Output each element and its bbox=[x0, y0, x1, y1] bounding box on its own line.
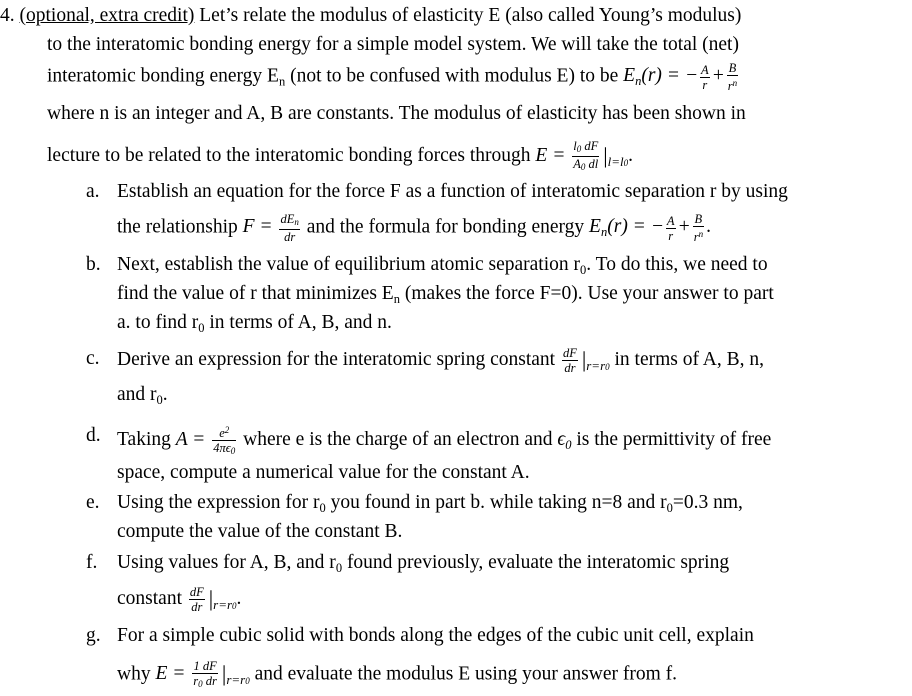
intro-text-2: to the interatomic bonding energy for a simple model system. We will take the total (net) bbox=[47, 34, 739, 55]
energy-equation-2: $E_n(r)$ = − $\frac{A}{r}$ + $\frac{B}{r^n}$ . bbox=[589, 212, 711, 244]
problem-line-3 bbox=[47, 62, 740, 93]
part-f-line-1 bbox=[117, 551, 729, 580]
part-b-sub-n: n bbox=[393, 292, 400, 306]
part-a-label: a. bbox=[86, 181, 100, 202]
part-e-text-2: compute the value of the constant B. bbox=[117, 521, 403, 542]
part-b-text-2a: find the value of r that minimizes E bbox=[117, 283, 394, 304]
part-b-text-1: Next, establish the value of equilibrium atomic separation r bbox=[117, 254, 580, 275]
part-e-label: e. bbox=[86, 492, 100, 513]
part-e-text-1a: Using the expression for r bbox=[117, 492, 320, 513]
part-b-sub-0: 0 bbox=[580, 263, 587, 277]
part-f-text-1: Using values for A, B, and r bbox=[117, 552, 336, 573]
part-d-text-2: space, compute a numerical value for the constant A. bbox=[117, 462, 530, 483]
modulus-equation: E = $\frac{l0 dF}{A0 dl}$ $|_{l=l0}$. bbox=[535, 139, 634, 172]
part-a-text-2a: the relationship bbox=[117, 216, 238, 238]
part-g-text-2b: and evaluate the modulus E using your answer from f. bbox=[254, 663, 677, 685]
part-a-line-2 bbox=[117, 213, 711, 244]
part-a-line-1 bbox=[86, 180, 100, 204]
part-d-line-1 bbox=[117, 424, 771, 457]
part-b-text-1-end: . To do this, we need to bbox=[586, 254, 768, 275]
part-d-text-1b: where e is the charge of an electron and bbox=[243, 428, 553, 450]
part-e-line-1 bbox=[117, 491, 743, 520]
part-c-text-2b: . bbox=[162, 384, 168, 405]
part-f-line-2 bbox=[117, 586, 241, 618]
part-b-line-3 bbox=[117, 311, 392, 340]
part-c-line-1 bbox=[117, 347, 764, 379]
problem-number: 4. bbox=[0, 5, 15, 26]
part-c-text-1a: Derive an expression for the interatomic spring constant bbox=[117, 348, 556, 370]
part-f-text-2: constant bbox=[117, 587, 182, 609]
part-a-text-1-line bbox=[117, 180, 788, 204]
intro-sub-n: n bbox=[278, 74, 286, 89]
part-b-text-2b: (makes the force F=0). Use your answer to part bbox=[404, 283, 774, 304]
part-d-line-2 bbox=[117, 461, 530, 485]
modulus-equation-g: E = $\frac{1 dF}{r0 dr}$ $|_{r=r0}$ bbox=[155, 659, 250, 689]
intro-text-1: Let’s relate the modulus of elasticity E (also called Young’s modulus) bbox=[199, 5, 742, 26]
part-c-sub-0: 0 bbox=[156, 393, 163, 407]
part-b-line-2 bbox=[117, 282, 774, 311]
part-g-label: g. bbox=[86, 625, 101, 646]
permittivity-symbol: $\epsilon_0$ bbox=[557, 428, 572, 452]
problem-line-4 bbox=[47, 102, 746, 126]
part-e-sub-0: 0 bbox=[319, 501, 326, 515]
part-g-text-2a: why bbox=[117, 663, 151, 685]
problem-line-5 bbox=[47, 140, 633, 175]
part-g-line-2 bbox=[117, 660, 677, 693]
part-c-text-1b: in terms of A, B, n, bbox=[614, 348, 765, 370]
part-a-text-1: Establish an equation for the force F as a function of interatomic separation r by using bbox=[117, 181, 788, 202]
part-g-line-1 bbox=[117, 624, 754, 648]
part-b-line-1 bbox=[117, 253, 768, 282]
part-c-text-2a: and r bbox=[117, 384, 157, 405]
part-c-label: c. bbox=[86, 348, 100, 369]
intro-text-3b: (not to be confused with modulus E) to be bbox=[290, 65, 619, 87]
part-b-sub-0b: 0 bbox=[198, 321, 205, 335]
intro-text-3: interatomic bonding energy E bbox=[47, 65, 279, 87]
intro-text-4: where n is an integer and A, B are constants. The modulus of elasticity has been shown in bbox=[47, 103, 746, 124]
part-b-label: b. bbox=[86, 254, 101, 275]
problem-heading: (optional, extra credit) bbox=[19, 5, 195, 26]
part-f-text-1b: found previously, evaluate the interatomic spring bbox=[346, 552, 730, 573]
part-c-line-2 bbox=[117, 383, 168, 412]
part-d-text-1c: is the permittivity of free bbox=[576, 428, 772, 450]
part-a-text-2b: and the formula for bonding energy bbox=[306, 216, 585, 238]
part-f-label-line bbox=[86, 551, 97, 575]
part-e-line-2 bbox=[117, 520, 402, 544]
part-d-text-1a: Taking bbox=[117, 428, 171, 450]
part-e-label-line bbox=[86, 491, 100, 515]
part-c-label-line bbox=[86, 347, 100, 371]
part-d-label-line bbox=[86, 424, 101, 448]
spring-constant-expr-c: $\frac{dF}{dr}$ $|_{r=r0}$ bbox=[562, 346, 610, 375]
part-g-label-line bbox=[86, 624, 101, 648]
problem-line-2 bbox=[47, 33, 739, 57]
part-b-text-3a: a. to find r bbox=[117, 312, 199, 333]
part-e-text-1c: =0.3 nm, bbox=[672, 492, 743, 513]
part-g-text-1: For a simple cubic solid with bonds along the edges of the cubic unit cell, explain bbox=[117, 625, 754, 646]
problem-line-1 bbox=[0, 4, 741, 28]
part-e-text-1b: you found in part b. while taking n=8 and r bbox=[330, 492, 667, 513]
spring-constant-expr-f: $\frac{dF}{dr}$ $|_{r=r0}$. bbox=[189, 585, 242, 614]
part-d-label: d. bbox=[86, 425, 101, 446]
force-equation: F = $\frac{\text{dEn}}{dr}$ bbox=[242, 212, 299, 244]
energy-equation: $E_n(r)$ = − $\frac{A}{r}$ + $\frac{B}{r^n}$ bbox=[623, 61, 738, 93]
part-f-sub-0: 0 bbox=[335, 561, 343, 575]
intro-text-5: lecture to be related to the interatomic bonding forces through bbox=[47, 144, 531, 166]
part-f-label: f. bbox=[86, 552, 98, 573]
part-b-text-3b: in terms of A, B, and n. bbox=[209, 312, 392, 333]
part-e-sub-0b: 0 bbox=[666, 501, 673, 515]
part-b-label-line bbox=[86, 253, 101, 277]
constant-a-equation: A = $\frac{e^2}{4\pi\epsilon 0}$ bbox=[175, 425, 236, 456]
